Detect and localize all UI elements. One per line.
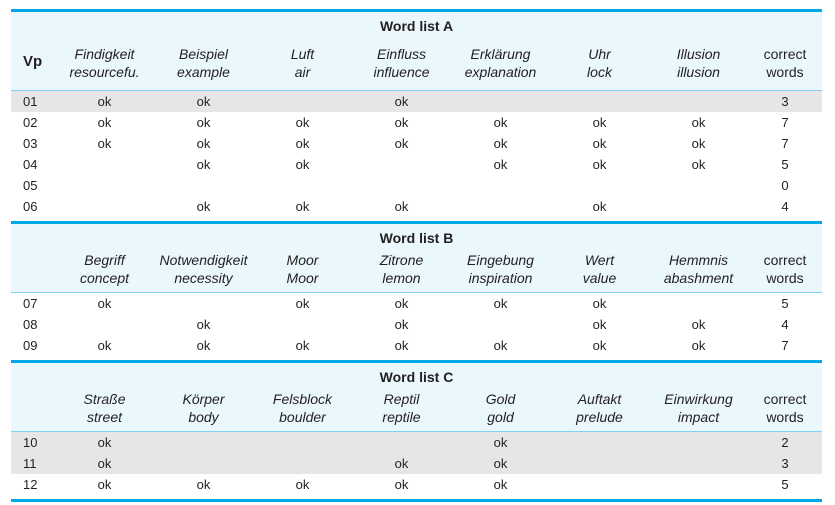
result-cell: ok: [196, 94, 211, 109]
german-word: Felsblock: [272, 391, 333, 407]
word-list-c-section: [11, 360, 822, 502]
word-column-header: [154, 45, 253, 81]
word-column-header: [451, 390, 550, 426]
english-word: example: [177, 64, 230, 80]
word-column-header: [253, 390, 352, 426]
correct-label: correct: [763, 391, 807, 407]
result-cell: ok: [196, 136, 211, 151]
correct-count-cell: 7: [781, 136, 789, 151]
english-word: prelude: [576, 409, 623, 425]
word-column-header: [550, 45, 649, 81]
english-word: necessity: [174, 270, 233, 286]
english-word: reptile: [382, 409, 421, 425]
english-word: value: [582, 270, 617, 286]
german-word: Findigkeit: [74, 46, 135, 62]
section-rows: [11, 91, 822, 221]
vp-column-header: Vp: [23, 53, 43, 70]
german-word: Gold: [485, 391, 516, 407]
result-cell: ok: [295, 338, 310, 353]
english-word: body: [188, 409, 219, 425]
correct-count-cell: 5: [781, 296, 789, 311]
correct-words-header: [748, 390, 822, 426]
word-column-header: [55, 251, 154, 287]
result-cell: ok: [394, 338, 409, 353]
vp-cell: 09: [23, 338, 38, 353]
german-word: Moor: [286, 252, 319, 268]
german-word: Erklärung: [470, 46, 531, 62]
result-cell: ok: [493, 296, 508, 311]
german-word: Einwirkung: [664, 391, 733, 407]
correct-count-cell: 5: [781, 157, 789, 172]
word-list-table: [11, 9, 822, 502]
word-list-a-section: [11, 9, 822, 221]
result-cell: ok: [196, 157, 211, 172]
result-cell: ok: [295, 296, 310, 311]
result-cell: ok: [592, 296, 607, 311]
result-cell: ok: [196, 115, 211, 130]
word-column-header: [55, 45, 154, 81]
english-word: abashment: [663, 270, 734, 286]
english-word: gold: [487, 409, 514, 425]
section-rows: [11, 293, 822, 360]
section-rows: [11, 432, 822, 499]
result-cell: ok: [691, 136, 706, 151]
result-cell: ok: [97, 338, 112, 353]
result-cell: ok: [592, 317, 607, 332]
german-word: Beispiel: [178, 46, 229, 62]
result-cell: ok: [97, 296, 112, 311]
table-row: [11, 432, 822, 453]
word-column-header: [55, 390, 154, 426]
vp-cell: 04: [23, 157, 38, 172]
result-cell: ok: [394, 136, 409, 151]
section-header: [11, 12, 822, 91]
result-cell: ok: [691, 317, 706, 332]
section-header: [11, 224, 822, 293]
correct-words-header: [748, 251, 822, 287]
table-row: [11, 91, 822, 112]
result-cell: ok: [592, 199, 607, 214]
word-column-header: [253, 45, 352, 81]
result-cell: ok: [196, 199, 211, 214]
result-cell: ok: [394, 317, 409, 332]
words-label: words: [766, 64, 804, 80]
correct-count-cell: 3: [781, 94, 789, 109]
result-cell: ok: [394, 477, 409, 492]
vp-cell: 03: [23, 136, 38, 151]
result-cell: ok: [97, 136, 112, 151]
word-column-header: [649, 45, 748, 81]
german-word: Uhr: [588, 46, 611, 62]
word-column-header: [253, 251, 352, 287]
english-word: influence: [373, 64, 430, 80]
table-row: [11, 112, 822, 133]
word-column-header: [352, 251, 451, 287]
result-cell: ok: [196, 338, 211, 353]
section-title: Word list B: [379, 230, 454, 246]
word-column-header: [550, 251, 649, 287]
result-cell: ok: [592, 338, 607, 353]
result-cell: ok: [97, 477, 112, 492]
word-column-header: [451, 251, 550, 287]
english-word: concept: [79, 270, 130, 286]
result-cell: ok: [394, 296, 409, 311]
result-cell: ok: [592, 157, 607, 172]
result-cell: ok: [493, 435, 508, 450]
english-word: lock: [587, 64, 612, 80]
vp-cell: 01: [23, 94, 38, 109]
german-word: Wert: [584, 252, 615, 268]
correct-words-header: [748, 45, 822, 81]
vp-cell: 12: [23, 477, 38, 492]
result-cell: ok: [97, 94, 112, 109]
table-row: [11, 154, 822, 175]
word-column-header: [550, 390, 649, 426]
result-cell: ok: [196, 477, 211, 492]
vp-cell: 07: [23, 296, 38, 311]
word-column-header: [352, 45, 451, 81]
english-word: inspiration: [468, 270, 533, 286]
result-cell: ok: [295, 115, 310, 130]
correct-count-cell: 4: [781, 199, 789, 214]
english-word: Moor: [286, 270, 319, 286]
words-label: words: [766, 270, 804, 286]
result-cell: ok: [493, 456, 508, 471]
result-cell: ok: [691, 115, 706, 130]
english-word: air: [294, 64, 311, 80]
result-cell: ok: [592, 136, 607, 151]
table-row: [11, 314, 822, 335]
vp-cell: 11: [23, 456, 37, 471]
correct-label: correct: [763, 252, 807, 268]
english-word: boulder: [279, 409, 326, 425]
correct-count-cell: 0: [781, 178, 789, 193]
english-word: lemon: [382, 270, 421, 286]
word-column-header: [649, 390, 748, 426]
vp-cell: 08: [23, 317, 38, 332]
correct-count-cell: 5: [781, 477, 789, 492]
result-cell: ok: [394, 94, 409, 109]
column-header-row: [11, 386, 822, 431]
word-column-header: [154, 251, 253, 287]
correct-count-cell: 3: [781, 456, 789, 471]
result-cell: ok: [295, 136, 310, 151]
result-cell: ok: [592, 115, 607, 130]
word-column-header: [154, 390, 253, 426]
english-word: resourcefu.: [69, 64, 140, 80]
table-row: [11, 474, 822, 495]
result-cell: ok: [97, 115, 112, 130]
word-column-header: [649, 251, 748, 287]
result-cell: ok: [691, 157, 706, 172]
section-title: Word list C: [379, 369, 454, 385]
german-word: Körper: [182, 391, 225, 407]
table-row: [11, 293, 822, 314]
german-word: Begriff: [84, 252, 125, 268]
german-word: Eingebung: [467, 252, 534, 268]
words-label: words: [766, 409, 804, 425]
result-cell: ok: [493, 157, 508, 172]
result-cell: ok: [295, 477, 310, 492]
word-column-header: [352, 390, 451, 426]
word-column-header: [451, 45, 550, 81]
vp-cell: 02: [23, 115, 38, 130]
result-cell: ok: [97, 456, 112, 471]
word-list-b-section: [11, 221, 822, 360]
correct-count-cell: 2: [781, 435, 789, 450]
result-cell: ok: [295, 157, 310, 172]
german-word: Einfluss: [376, 46, 427, 62]
german-word: Illusion: [676, 46, 721, 62]
german-word: Luft: [290, 46, 315, 62]
correct-count-cell: 7: [781, 338, 789, 353]
table-row: [11, 453, 822, 474]
vp-cell: 10: [23, 435, 38, 450]
result-cell: ok: [196, 317, 211, 332]
german-word: Hemmnis: [668, 252, 729, 268]
german-word: Notwendigkeit: [159, 252, 248, 268]
german-word: Auftakt: [577, 391, 622, 407]
result-cell: ok: [691, 338, 706, 353]
result-cell: ok: [493, 115, 508, 130]
german-word: Reptil: [383, 391, 420, 407]
result-cell: ok: [394, 456, 409, 471]
result-cell: ok: [493, 338, 508, 353]
table-row: [11, 133, 822, 154]
table-row: [11, 196, 822, 217]
correct-count-cell: 4: [781, 317, 789, 332]
english-word: explanation: [464, 64, 537, 80]
column-header-row: [11, 35, 822, 90]
result-cell: ok: [394, 199, 409, 214]
result-cell: ok: [493, 136, 508, 151]
column-header-row: [11, 247, 822, 292]
vp-cell: 06: [23, 199, 38, 214]
correct-count-cell: 7: [781, 115, 789, 130]
result-cell: ok: [97, 435, 112, 450]
english-word: impact: [677, 409, 720, 425]
result-cell: ok: [295, 199, 310, 214]
english-word: illusion: [677, 64, 720, 80]
result-cell: ok: [394, 115, 409, 130]
result-cell: ok: [493, 477, 508, 492]
table-row: [11, 335, 822, 356]
table-row: [11, 175, 822, 196]
vp-cell: 05: [23, 178, 38, 193]
german-word: Straße: [83, 391, 126, 407]
correct-label: correct: [763, 46, 807, 62]
english-word: street: [86, 409, 122, 425]
section-header: [11, 363, 822, 432]
german-word: Zitrone: [379, 252, 424, 268]
table-bottom-rule: [11, 499, 822, 502]
section-title: Word list A: [379, 18, 454, 34]
